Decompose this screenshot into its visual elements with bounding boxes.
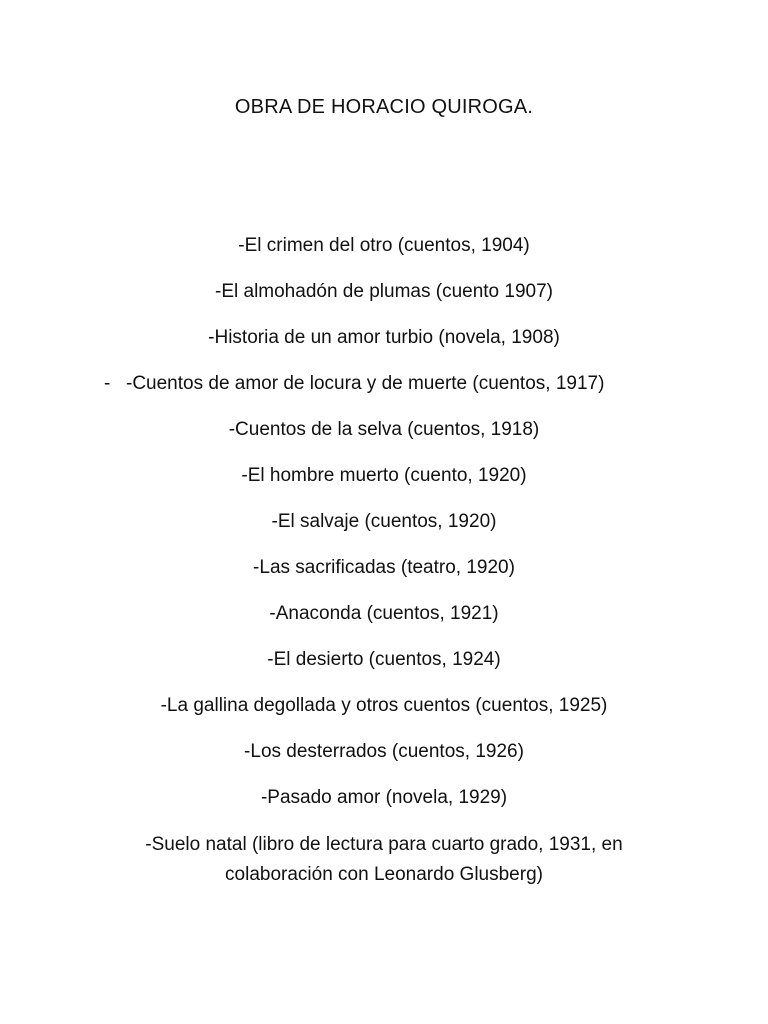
work-item-8: -Las sacrificadas (teatro, 1920) — [253, 557, 515, 578]
work-item-9: -Anaconda (cuentos, 1921) — [269, 603, 499, 624]
work-item-7: -El salvaje (cuentos, 1920) — [271, 511, 497, 532]
works-list — [0, 232, 768, 890]
work-item-1: -El crimen del otro (cuentos, 1904) — [238, 235, 530, 256]
work-item-3: -Historia de un amor turbio (novela, 1908) — [208, 327, 560, 348]
work-item-14: -Suelo natal (libro de lectura para cuarto grado, 1931, en colaboración con Leonardo Glusberg) — [145, 834, 623, 885]
work-item-4 — [0, 370, 768, 416]
work-item-12: -Los desterrados (cuentos, 1926) — [244, 741, 524, 762]
page-title: OBRA DE HORACIO QUIROGA. — [234, 96, 534, 118]
work-item-2: -El almohadón de plumas (cuento 1907) — [215, 281, 553, 302]
work-item-10: -El desierto (cuentos, 1924) — [267, 649, 501, 670]
work-item-11: -La gallina degollada y otros cuentos (cuentos, 1925) — [160, 695, 608, 716]
work-item-6: -El hombre muerto (cuento, 1920) — [241, 465, 527, 486]
work-item-5: -Cuentos de la selva (cuentos, 1918) — [228, 419, 540, 440]
work-item-4-text: -Cuentos de amor de locura y de muerte (cuentos, 1917) — [126, 373, 605, 394]
work-item-13: -Pasado amor (novela, 1929) — [260, 787, 508, 808]
list-bullet-dash: - — [104, 373, 111, 394]
